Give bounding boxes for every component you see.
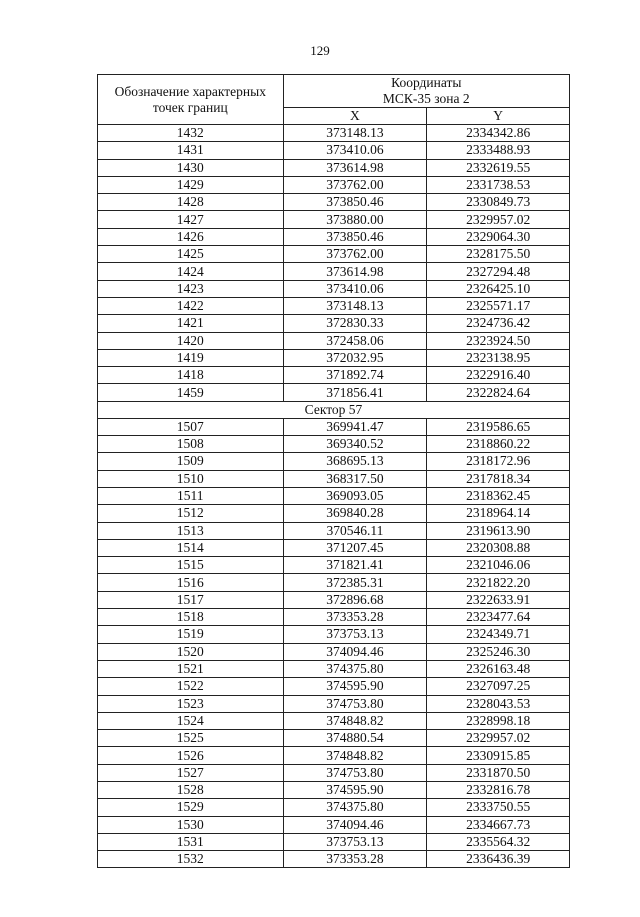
x-coordinate-cell: 374880.54 bbox=[283, 730, 427, 747]
point-id-cell: 1419 bbox=[98, 349, 284, 366]
table-row bbox=[98, 781, 570, 798]
y-coordinate-cell: 2318172.96 bbox=[427, 453, 570, 470]
x-coordinate-cell: 374848.82 bbox=[283, 712, 427, 729]
point-id-cell: 1520 bbox=[98, 643, 284, 660]
point-id-cell: 1430 bbox=[98, 159, 284, 176]
x-coordinate-cell: 373353.28 bbox=[283, 851, 427, 868]
coordinates-table bbox=[97, 74, 570, 868]
table-row bbox=[98, 470, 570, 487]
point-id-cell: 1508 bbox=[98, 436, 284, 453]
x-coordinate-cell: 374375.80 bbox=[283, 660, 427, 677]
table-row bbox=[98, 297, 570, 314]
table-row bbox=[98, 280, 570, 297]
point-id-cell: 1421 bbox=[98, 315, 284, 332]
point-id-cell: 1522 bbox=[98, 678, 284, 695]
point-id-cell: 1513 bbox=[98, 522, 284, 539]
y-coordinate-cell: 2323924.50 bbox=[427, 332, 570, 349]
table-row bbox=[98, 851, 570, 868]
table-row bbox=[98, 764, 570, 781]
table-row bbox=[98, 730, 570, 747]
x-coordinate-cell: 373880.00 bbox=[283, 211, 427, 228]
y-coordinate-cell: 2323477.64 bbox=[427, 609, 570, 626]
y-coordinate-cell: 2318964.14 bbox=[427, 505, 570, 522]
y-coordinate-cell: 2324736.42 bbox=[427, 315, 570, 332]
x-coordinate-cell: 373614.98 bbox=[283, 159, 427, 176]
table-row bbox=[98, 332, 570, 349]
x-coordinate-cell: 372830.33 bbox=[283, 315, 427, 332]
table-row bbox=[98, 591, 570, 608]
header-coordinates bbox=[283, 75, 569, 108]
x-coordinate-cell: 374848.82 bbox=[283, 747, 427, 764]
x-coordinate-cell: 369340.52 bbox=[283, 436, 427, 453]
x-coordinate-cell: 374753.80 bbox=[283, 695, 427, 712]
y-coordinate-cell: 2331738.53 bbox=[427, 176, 570, 193]
y-coordinate-cell: 2318860.22 bbox=[427, 436, 570, 453]
y-coordinate-cell: 2329957.02 bbox=[427, 211, 570, 228]
sector-label: Сектор 57 bbox=[98, 401, 570, 418]
table-row bbox=[98, 159, 570, 176]
point-id-cell: 1425 bbox=[98, 246, 284, 263]
x-coordinate-cell: 373850.46 bbox=[283, 228, 427, 245]
x-coordinate-cell: 373614.98 bbox=[283, 263, 427, 280]
point-id-cell: 1514 bbox=[98, 539, 284, 556]
point-id-cell: 1422 bbox=[98, 297, 284, 314]
x-coordinate-cell: 373753.13 bbox=[283, 833, 427, 850]
table-row bbox=[98, 505, 570, 522]
point-id-cell: 1509 bbox=[98, 453, 284, 470]
point-id-cell: 1532 bbox=[98, 851, 284, 868]
x-coordinate-cell: 374094.46 bbox=[283, 643, 427, 660]
y-coordinate-cell: 2320308.88 bbox=[427, 539, 570, 556]
y-coordinate-cell: 2330915.85 bbox=[427, 747, 570, 764]
point-id-cell: 1516 bbox=[98, 574, 284, 591]
y-coordinate-cell: 2319586.65 bbox=[427, 418, 570, 435]
x-coordinate-cell: 371821.41 bbox=[283, 557, 427, 574]
y-coordinate-cell: 2329064.30 bbox=[427, 228, 570, 245]
header-coord-title: Координаты bbox=[391, 75, 462, 90]
y-coordinate-cell: 2328175.50 bbox=[427, 246, 570, 263]
block1-rows bbox=[98, 125, 570, 402]
point-id-cell: 1519 bbox=[98, 626, 284, 643]
point-id-cell: 1517 bbox=[98, 591, 284, 608]
point-id-cell: 1524 bbox=[98, 712, 284, 729]
point-id-cell: 1527 bbox=[98, 764, 284, 781]
y-coordinate-cell: 2333750.55 bbox=[427, 799, 570, 816]
header-coord-system: МСК-35 зона 2 bbox=[382, 91, 470, 106]
table-row bbox=[98, 367, 570, 384]
table-row bbox=[98, 833, 570, 850]
table-row bbox=[98, 315, 570, 332]
table-row bbox=[98, 539, 570, 556]
x-coordinate-cell: 373762.00 bbox=[283, 246, 427, 263]
y-coordinate-cell: 2317818.34 bbox=[427, 470, 570, 487]
x-coordinate-cell: 371856.41 bbox=[283, 384, 427, 401]
x-coordinate-cell: 369093.05 bbox=[283, 487, 427, 504]
table-row bbox=[98, 574, 570, 591]
x-coordinate-cell: 374595.90 bbox=[283, 781, 427, 798]
y-coordinate-cell: 2323138.95 bbox=[427, 349, 570, 366]
x-coordinate-cell: 371892.74 bbox=[283, 367, 427, 384]
table-row bbox=[98, 418, 570, 435]
table-row bbox=[98, 557, 570, 574]
table-row bbox=[98, 522, 570, 539]
y-coordinate-cell: 2324349.71 bbox=[427, 626, 570, 643]
x-coordinate-cell: 372896.68 bbox=[283, 591, 427, 608]
header-x: X bbox=[283, 108, 427, 125]
table-row bbox=[98, 194, 570, 211]
y-coordinate-cell: 2332816.78 bbox=[427, 781, 570, 798]
point-id-cell: 1531 bbox=[98, 833, 284, 850]
y-coordinate-cell: 2319613.90 bbox=[427, 522, 570, 539]
x-coordinate-cell: 373353.28 bbox=[283, 609, 427, 626]
y-coordinate-cell: 2326163.48 bbox=[427, 660, 570, 677]
point-id-cell: 1459 bbox=[98, 384, 284, 401]
point-id-cell: 1429 bbox=[98, 176, 284, 193]
x-coordinate-cell: 369941.47 bbox=[283, 418, 427, 435]
table-row bbox=[98, 125, 570, 142]
y-coordinate-cell: 2322633.91 bbox=[427, 591, 570, 608]
y-coordinate-cell: 2329957.02 bbox=[427, 730, 570, 747]
point-id-cell: 1525 bbox=[98, 730, 284, 747]
point-id-cell: 1423 bbox=[98, 280, 284, 297]
x-coordinate-cell: 372458.06 bbox=[283, 332, 427, 349]
point-id-cell: 1507 bbox=[98, 418, 284, 435]
x-coordinate-cell: 374595.90 bbox=[283, 678, 427, 695]
point-id-cell: 1511 bbox=[98, 487, 284, 504]
point-id-cell: 1420 bbox=[98, 332, 284, 349]
point-id-cell: 1523 bbox=[98, 695, 284, 712]
y-coordinate-cell: 2336436.39 bbox=[427, 851, 570, 868]
point-id-cell: 1418 bbox=[98, 367, 284, 384]
point-id-cell: 1428 bbox=[98, 194, 284, 211]
point-id-cell: 1426 bbox=[98, 228, 284, 245]
table-row bbox=[98, 263, 570, 280]
table-row bbox=[98, 228, 570, 245]
y-coordinate-cell: 2331870.50 bbox=[427, 764, 570, 781]
table-row bbox=[98, 211, 570, 228]
table-row bbox=[98, 349, 570, 366]
y-coordinate-cell: 2325571.17 bbox=[427, 297, 570, 314]
table-row bbox=[98, 487, 570, 504]
point-id-cell: 1424 bbox=[98, 263, 284, 280]
x-coordinate-cell: 368695.13 bbox=[283, 453, 427, 470]
table-row bbox=[98, 799, 570, 816]
y-coordinate-cell: 2333488.93 bbox=[427, 142, 570, 159]
y-coordinate-cell: 2330849.73 bbox=[427, 194, 570, 211]
y-coordinate-cell: 2322824.64 bbox=[427, 384, 570, 401]
x-coordinate-cell: 373148.13 bbox=[283, 125, 427, 142]
point-id-cell: 1529 bbox=[98, 799, 284, 816]
x-coordinate-cell: 373753.13 bbox=[283, 626, 427, 643]
point-id-cell: 1515 bbox=[98, 557, 284, 574]
y-coordinate-cell: 2321822.20 bbox=[427, 574, 570, 591]
y-coordinate-cell: 2334342.86 bbox=[427, 125, 570, 142]
block2-rows bbox=[98, 418, 570, 868]
point-id-cell: 1510 bbox=[98, 470, 284, 487]
y-coordinate-cell: 2325246.30 bbox=[427, 643, 570, 660]
y-coordinate-cell: 2318362.45 bbox=[427, 487, 570, 504]
x-coordinate-cell: 370546.11 bbox=[283, 522, 427, 539]
table-row bbox=[98, 695, 570, 712]
x-coordinate-cell: 373850.46 bbox=[283, 194, 427, 211]
header-point-label: Обозначение характерных точек границ bbox=[98, 75, 284, 125]
x-coordinate-cell: 373762.00 bbox=[283, 176, 427, 193]
x-coordinate-cell: 373410.06 bbox=[283, 142, 427, 159]
y-coordinate-cell: 2328043.53 bbox=[427, 695, 570, 712]
table-row bbox=[98, 176, 570, 193]
table-row bbox=[98, 816, 570, 833]
table-row bbox=[98, 384, 570, 401]
page-number: 129 bbox=[310, 43, 330, 58]
table-row bbox=[98, 436, 570, 453]
y-coordinate-cell: 2327294.48 bbox=[427, 263, 570, 280]
table-row bbox=[98, 453, 570, 470]
x-coordinate-cell: 372385.31 bbox=[283, 574, 427, 591]
x-coordinate-cell: 374375.80 bbox=[283, 799, 427, 816]
y-coordinate-cell: 2327097.25 bbox=[427, 678, 570, 695]
table-row bbox=[98, 643, 570, 660]
point-id-cell: 1530 bbox=[98, 816, 284, 833]
table-row bbox=[98, 246, 570, 263]
y-coordinate-cell: 2326425.10 bbox=[427, 280, 570, 297]
x-coordinate-cell: 374753.80 bbox=[283, 764, 427, 781]
point-id-cell: 1528 bbox=[98, 781, 284, 798]
x-coordinate-cell: 369840.28 bbox=[283, 505, 427, 522]
table-row bbox=[98, 712, 570, 729]
table-row bbox=[98, 142, 570, 159]
point-id-cell: 1427 bbox=[98, 211, 284, 228]
y-coordinate-cell: 2334667.73 bbox=[427, 816, 570, 833]
table-row bbox=[98, 678, 570, 695]
x-coordinate-cell: 373148.13 bbox=[283, 297, 427, 314]
table-row bbox=[98, 747, 570, 764]
table-row bbox=[98, 626, 570, 643]
point-id-cell: 1431 bbox=[98, 142, 284, 159]
header-y: Y bbox=[427, 108, 570, 125]
x-coordinate-cell: 368317.50 bbox=[283, 470, 427, 487]
y-coordinate-cell: 2335564.32 bbox=[427, 833, 570, 850]
y-coordinate-cell: 2321046.06 bbox=[427, 557, 570, 574]
x-coordinate-cell: 374094.46 bbox=[283, 816, 427, 833]
x-coordinate-cell: 373410.06 bbox=[283, 280, 427, 297]
point-id-cell: 1512 bbox=[98, 505, 284, 522]
y-coordinate-cell: 2332619.55 bbox=[427, 159, 570, 176]
point-id-cell: 1526 bbox=[98, 747, 284, 764]
table-row bbox=[98, 609, 570, 626]
y-coordinate-cell: 2328998.18 bbox=[427, 712, 570, 729]
point-id-cell: 1518 bbox=[98, 609, 284, 626]
point-id-cell: 1521 bbox=[98, 660, 284, 677]
y-coordinate-cell: 2322916.40 bbox=[427, 367, 570, 384]
point-id-cell: 1432 bbox=[98, 125, 284, 142]
x-coordinate-cell: 372032.95 bbox=[283, 349, 427, 366]
x-coordinate-cell: 371207.45 bbox=[283, 539, 427, 556]
table-row bbox=[98, 660, 570, 677]
